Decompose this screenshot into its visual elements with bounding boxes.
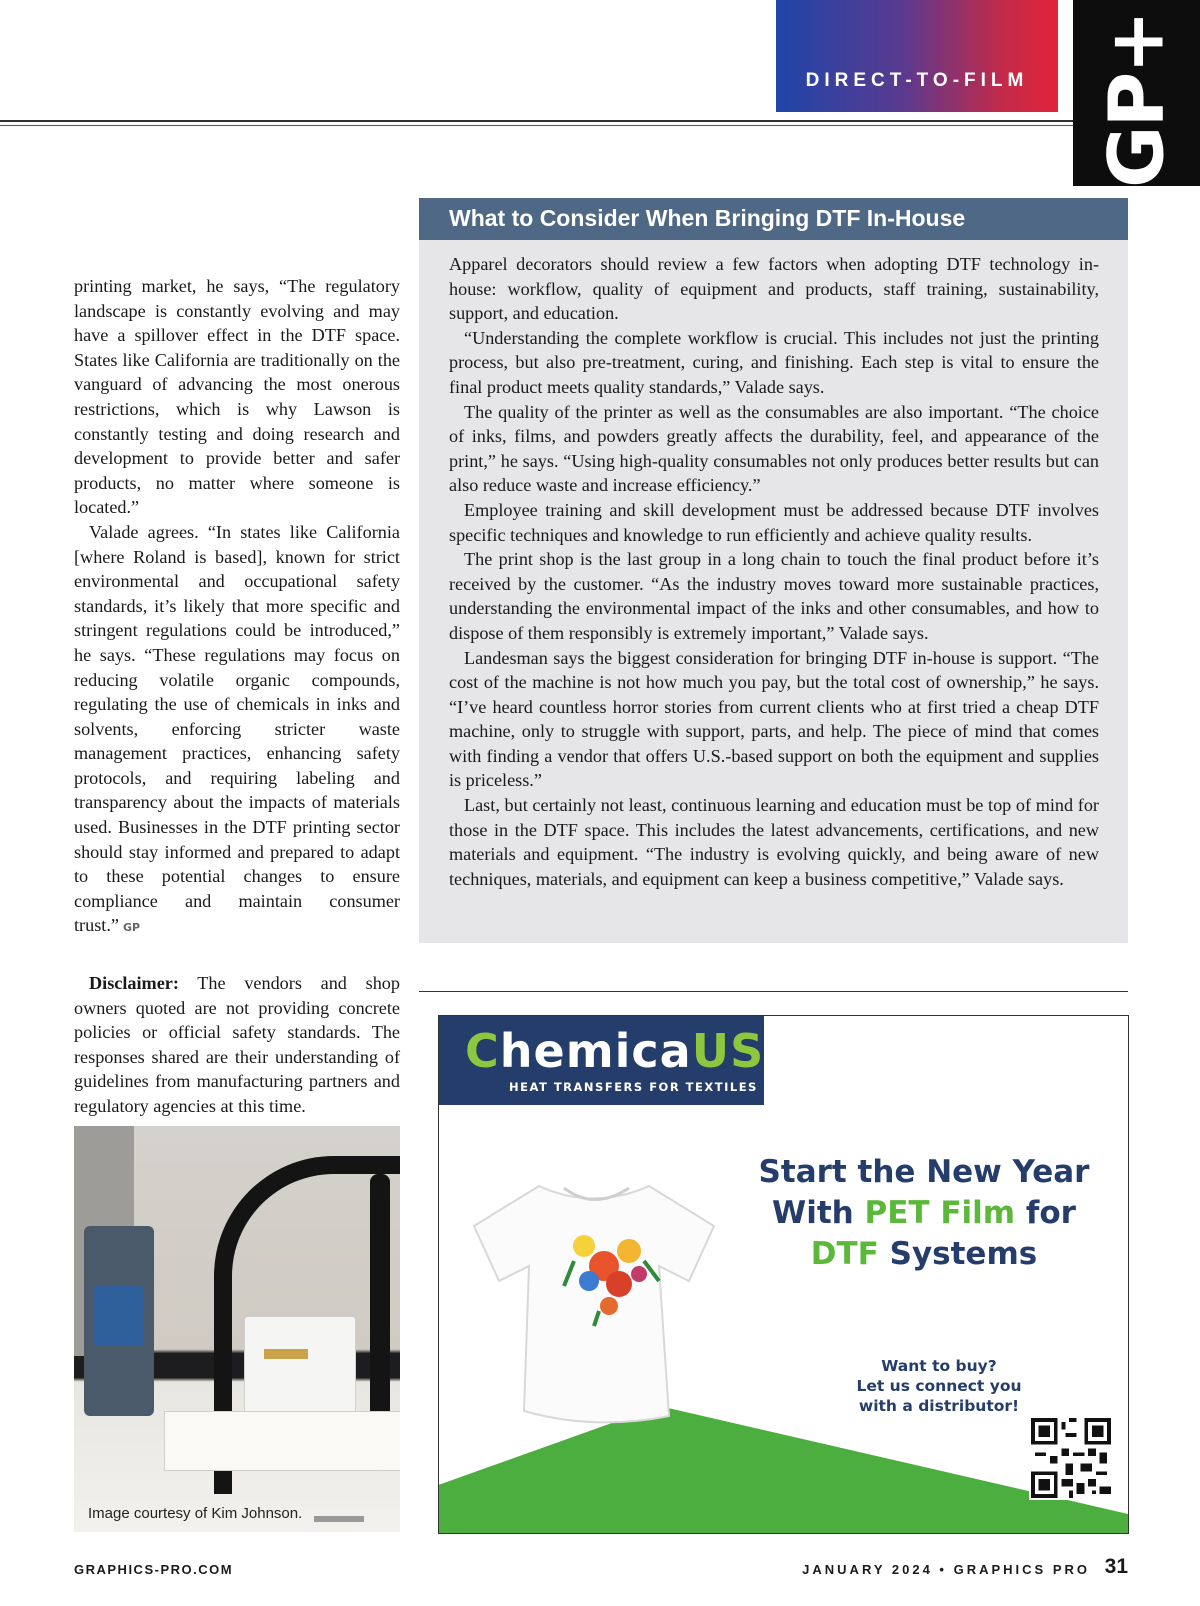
body-paragraph xyxy=(74,520,400,941)
chemicaus-advertisement[interactable] xyxy=(438,1015,1129,1534)
header-rule-thin xyxy=(0,125,1073,126)
ad-headline-line xyxy=(739,1193,1109,1234)
sidebar-paragraph: Last, but certainly not least, continuous learning and education must be top of mind for those in the DTF space. This includes the latest advancements, certifications, and new materials and equipment. “The industry is evolving quickly, and being aware of new techniques, materials, and equipment can keep a business competitive,” Valade says. xyxy=(449,795,1099,889)
ad-logo xyxy=(439,1016,764,1105)
photo-heat-press-panel xyxy=(94,1286,144,1346)
ad-headline-line: Start the New Year xyxy=(758,1154,1090,1190)
ad-logo-us: US xyxy=(691,1024,765,1078)
sidebar-header xyxy=(419,198,1128,240)
section-label: DIRECT-TO-FILM xyxy=(805,70,1029,91)
sidebar-paragraph: “Understanding the complete workflow is crucial. This includes not just the printing process, but also pre-treatment, curing, and finishing. Each step is vital to ensure the final product meets quality standards,” Valade says. xyxy=(449,327,1099,397)
footer-issue: JANUARY 2024 • GRAPHICS PRO xyxy=(802,1562,1090,1577)
t-shirt-icon xyxy=(469,1166,719,1426)
ad-logo-c: C xyxy=(465,1024,500,1078)
ad-headline-line xyxy=(739,1234,1109,1275)
photo-cabinet-handle xyxy=(314,1516,364,1522)
photo-white-board xyxy=(164,1411,400,1471)
sidebar-paragraph: Apparel decorators should review a few factors when adopting DTF technology in-house: workflow, quality of equipment and products, staff training, sustainability, support, and education. xyxy=(449,254,1099,324)
ad-headline-text: With xyxy=(772,1195,865,1231)
gp-plus-badge xyxy=(1073,0,1200,186)
ad-call-to-action xyxy=(839,1356,1039,1416)
sidebar-body xyxy=(449,252,1099,891)
ad-headline xyxy=(739,1152,1109,1275)
disclaimer xyxy=(74,971,400,1119)
body-paragraph-text: Valade agrees. “In states like California [where Roland is based], known for strict environmental and occupational safety standards, it’s likely that more specific and stringent regulations could be introduced,” he says. “These regulations may focus on reducing volatile organic compounds, regulating the use of chemicals in inks and solvents, enforcing stricter waste management practices, enhancing safety protocols, and requiring labeling and transparency about the impacts of materials used. Businesses in the DTF printing sector should stay informed and prepared to adapt to these potential changes to ensure compliance and maintain consumer trust.” xyxy=(74,521,400,936)
sidebar-title: What to Consider When Bringing DTF In-House xyxy=(449,205,966,231)
footer-site: GRAPHICS-PRO.COM xyxy=(74,1562,234,1577)
qr-code-icon[interactable] xyxy=(1029,1416,1113,1500)
photo-extractor-arm-drop xyxy=(370,1174,390,1434)
section-tab xyxy=(776,0,1058,112)
ad-headline-highlight: PET Film xyxy=(864,1195,1016,1231)
sidebar-paragraph: The quality of the printer as well as the consumables are also important. “The choice of inks, films, and powders greatly affects the durability, feel, and appearance of the print,” he says. “Using high-quality consumables not only produces better results but can also reduce waste and increase efficiency.” xyxy=(449,401,1099,496)
sidebar-paragraph: Landesman says the biggest consideration for bringing DTF in-house is support. “The cost of the machine is not how much you pay, but the total cost of ownership,” he says. “I’ve heard countless horror stories from current clients who at first tried a cheap DTF machine, only to struggle with support, parts, and help. The piece of mind that comes with finding a vendor that offers U.S.-based support on both the equipment and supplies is priceless.” xyxy=(449,647,1099,791)
header-rule xyxy=(0,120,1073,122)
ad-logo-wordmark xyxy=(465,1024,764,1078)
end-mark: GP xyxy=(122,921,141,935)
gp-plus-badge-text: GP+ xyxy=(1091,12,1181,188)
ad-headline-text: for xyxy=(1015,1195,1076,1231)
page-number: 31 xyxy=(1104,1555,1128,1578)
disclaimer-text: The vendors and shop owners quoted are not providing concrete policies or official safety standards. The responses shared are their understanding of guidelines from manufacturing partners and regulatory agencies at this time. xyxy=(74,973,400,1116)
ad-cta-line: Let us connect you xyxy=(856,1377,1022,1395)
ad-rule xyxy=(419,991,1128,992)
sidebar-paragraph: The print shop is the last group in a long chain to touch the final product before it’s received by the customer. “As the industry moves toward more sustainable practices, understanding the environmental impact of the inks and other consumables, and how to dispose of them responsibly is extremely important,” Valade says. xyxy=(449,549,1099,643)
ad-logo-mid: hemica xyxy=(499,1024,692,1078)
sidebar-paragraph: Employee training and skill development must be addressed because DTF involves specific techniques and knowledge to run efficiently and achieve quality results. xyxy=(449,499,1099,545)
body-paragraph: printing market, he says, “The regulatory landscape is constantly evolving and may have a spillover effect in the DTF space. States like California are traditionally on the vanguard of advancing the most onerous restrictions, which is why Lawson is constantly testing and doing research and development to provide better and safer products, no matter where someone is located.” xyxy=(74,276,400,518)
photo-extractor-label xyxy=(264,1349,308,1359)
ad-headline-text: Systems xyxy=(878,1236,1038,1272)
fume-extractor-photo xyxy=(74,1126,400,1532)
ad-headline-highlight: DTF xyxy=(810,1236,879,1272)
ad-cta-line: with a distributor! xyxy=(858,1397,1020,1415)
ad-tagline: HEAT TRANSFERS FOR TEXTILES xyxy=(509,1080,758,1094)
photo-caption: Image courtesy of Kim Johnson. xyxy=(88,1505,303,1522)
sidebar-box xyxy=(419,198,1128,943)
left-column xyxy=(74,274,400,1119)
disclaimer-label: Disclaimer: xyxy=(89,973,179,994)
ad-cta-line: Want to buy? xyxy=(881,1357,997,1375)
